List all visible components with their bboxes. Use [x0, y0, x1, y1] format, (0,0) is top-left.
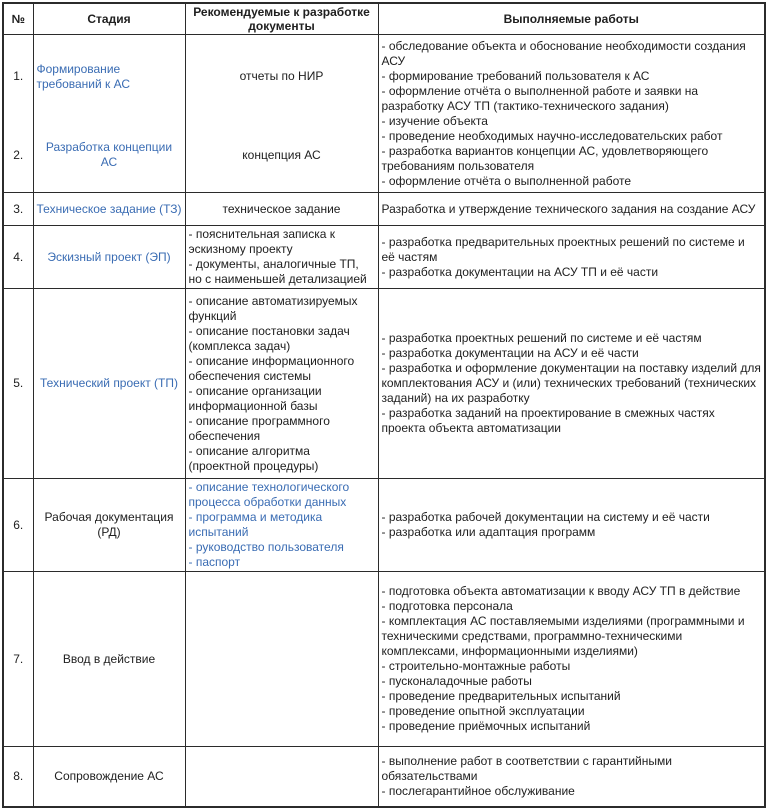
- stage-cell: [33, 35, 185, 119]
- document-link[interactable]: - паспорт: [188, 555, 241, 569]
- documents-cell: [185, 572, 378, 747]
- row-number: 5.: [3, 289, 33, 479]
- work-item: - разработка вариантов концепции АС, удовлетворяющего требованиям пользователя: [381, 143, 709, 173]
- works-cell: [378, 479, 765, 572]
- work-item: - обследование объекта и обоснование необходимости создания АСУ: [381, 38, 746, 68]
- work-item: - разработка рабочей документации на систему и её части: [381, 510, 710, 524]
- document-link[interactable]: - описание технологического процесса обработки данных: [188, 480, 350, 509]
- work-item: - разработка или адаптация программ: [381, 525, 596, 539]
- documents-cell: [185, 193, 378, 226]
- works-cell: [378, 35, 765, 193]
- row-number: 8.: [3, 747, 33, 807]
- work-item: - строительно-монтажные работы: [381, 659, 571, 673]
- work-item: - формирование требований пользователя к АС: [381, 68, 650, 83]
- work-item: Разработка и утверждение технического задания на создание АСУ: [381, 201, 756, 216]
- as-development-stages-table: [2, 2, 766, 808]
- header-works: Выполняемые работы: [378, 3, 765, 35]
- row-number: 7.: [3, 572, 33, 747]
- documents-cell: [185, 479, 378, 572]
- table-row: [3, 35, 765, 119]
- work-item: - оформление отчёта о выполненной работе: [381, 173, 632, 188]
- document-link-item: [189, 480, 375, 510]
- row-number: 6.: [3, 479, 33, 572]
- header-documents: Рекомендуемые к разработке документы: [185, 3, 378, 35]
- works-cell: [378, 747, 765, 807]
- documents-cell: [185, 289, 378, 479]
- table-body: [3, 35, 765, 807]
- work-item: - разработка и оформление документации на поставку изделий для комплектования АСУ и (или) технических требований (технических заданий) на их разработку: [381, 361, 761, 405]
- documents-cell: [185, 35, 378, 119]
- table-row: [3, 479, 765, 572]
- document-item: - описание алгоритма (проектной процедуры): [188, 443, 319, 473]
- document-link-item: [189, 555, 375, 570]
- work-item: - разработка предварительных проектных решений по системе и её частям: [381, 234, 745, 264]
- work-item: - разработка заданий на проектирование в смежных частях проекта объекта автоматизации: [381, 406, 715, 435]
- stage-link[interactable]: Техническое задание (ТЗ): [36, 201, 182, 216]
- document-item: - описание автоматизируемых функций: [188, 293, 358, 323]
- works-cell: [378, 572, 765, 747]
- work-item: - пусконаладочные работы: [381, 674, 532, 688]
- work-item: - подготовка персонала: [381, 599, 513, 613]
- header-stage: Стадия: [33, 3, 185, 35]
- table-row: [3, 289, 765, 479]
- table-row: [3, 193, 765, 226]
- work-item: - разработка документации на АСУ и её части: [381, 346, 639, 360]
- table-row: [3, 572, 765, 747]
- header-number: №: [3, 3, 33, 35]
- stage-label: Сопровождение АС: [54, 768, 164, 783]
- work-item: - изучение объекта: [381, 113, 488, 128]
- document-item: отчеты по НИР: [239, 69, 324, 84]
- stage-link[interactable]: Эскизный проект (ЭП): [47, 249, 171, 264]
- document-item: - описание информационного обеспечения системы: [188, 353, 355, 383]
- stage-cell: [33, 226, 185, 289]
- document-link[interactable]: - программа и методика испытаний: [188, 510, 323, 539]
- document-item: - описание организации информационной базы: [188, 383, 322, 413]
- work-item: - проведение приёмочных испытаний: [381, 719, 591, 733]
- work-item: - комплектация АС поставляемыми изделиями (программными и техническими средствами, программно-техническими комплексами, информационными изделиями): [381, 614, 745, 658]
- row-number: 1.: [3, 35, 33, 119]
- works-cell: [378, 226, 765, 289]
- stage-cell: [33, 119, 185, 193]
- stage-cell: [33, 479, 185, 572]
- table-row: [3, 226, 765, 289]
- stage-label: Ввод в действие: [62, 651, 156, 666]
- document-item: концепция АС: [242, 147, 321, 162]
- work-item: - оформление отчёта о выполненной работе и заявки на разработку АСУ ТП (тактико-технического задания): [381, 83, 699, 113]
- documents-cell: [185, 226, 378, 289]
- row-number: 4.: [3, 226, 33, 289]
- document-item: - документы, аналогичные ТП, но с наименьшей детализацией: [188, 257, 367, 286]
- header-row: [3, 3, 765, 35]
- stage-link[interactable]: Формирование требований к АС: [36, 61, 131, 91]
- work-item: - проведение необходимых научно-исследовательских работ: [381, 128, 723, 143]
- document-link-item: [189, 540, 375, 555]
- documents-cell: [185, 747, 378, 807]
- work-item: - подготовка объекта автоматизации к вводу АСУ ТП в действие: [381, 584, 741, 598]
- work-item: - разработка документации на АСУ ТП и её части: [381, 264, 659, 279]
- document-link-item: [189, 510, 375, 540]
- stages-table-container: [2, 2, 764, 808]
- row-number: 3.: [3, 193, 33, 226]
- table-row: [3, 747, 765, 807]
- stage-cell: [33, 193, 185, 226]
- work-item: - послегарантийное обслуживание: [381, 783, 575, 798]
- document-item: техническое задание: [222, 201, 341, 216]
- stage-label: Рабочая документация (РД): [44, 510, 174, 539]
- row-number: 2.: [3, 119, 33, 193]
- work-item: - выполнение работ в соответствии с гарантийными обязательствами: [381, 753, 672, 783]
- works-cell: [378, 289, 765, 479]
- document-link[interactable]: - руководство пользователя: [188, 540, 344, 554]
- works-cell: [378, 193, 765, 226]
- stage-cell: [33, 572, 185, 747]
- stage-link[interactable]: Технический проект (ТП): [40, 376, 178, 390]
- work-item: - проведение опытной эксплуатации: [381, 704, 585, 718]
- document-item: - описание постановки задач (комплекса задач): [188, 323, 350, 353]
- documents-cell: [185, 119, 378, 193]
- document-item: - описание программного обеспечения: [188, 413, 330, 443]
- document-item: - пояснительная записка к эскизному проекту: [188, 227, 336, 256]
- work-item: - проведение предварительных испытаний: [381, 689, 621, 703]
- stage-cell: [33, 747, 185, 807]
- table-header: [3, 3, 765, 35]
- stage-link[interactable]: Разработка концепции АС: [45, 140, 173, 170]
- work-item: - разработка проектных решений по системе и её частям: [381, 331, 702, 345]
- stage-cell: [33, 289, 185, 479]
